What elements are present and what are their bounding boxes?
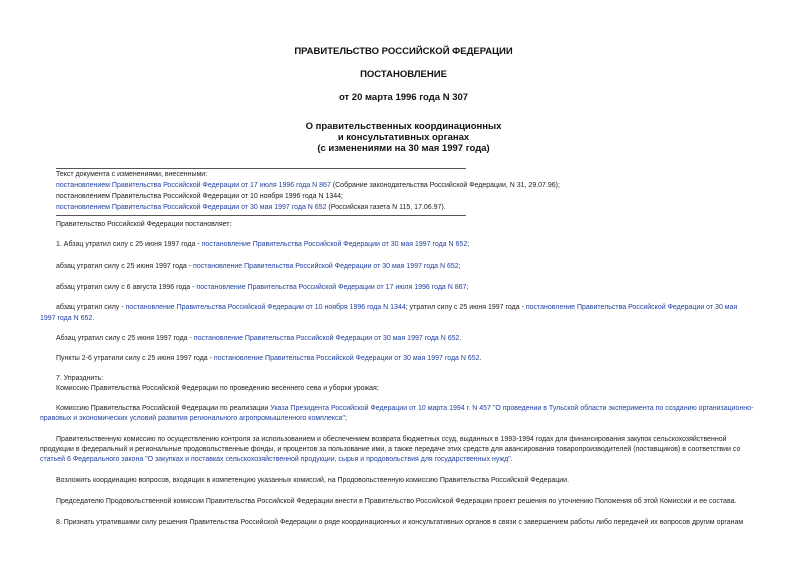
paragraph-7-title: 7. Упразднить: (56, 375, 104, 382)
paragraph-9-line-3 (40, 455, 513, 466)
paragraph-4-link-2a[interactable]: постановление Правительства Российской Федерации от 30 мая (525, 304, 738, 311)
paragraph-7-line-1: Комиссию Правительства Российской Федерации по проведению весеннего сева и уборки урожая; (56, 385, 379, 392)
paragraph-6 (56, 354, 482, 365)
paragraph-4-text: абзац утратил силу - (56, 304, 126, 311)
paragraph-5-text: Абзац утратил силу с 25 июня 1997 года - (56, 335, 194, 342)
date-number-heading: от 20 марта 1996 года N 307 (338, 92, 469, 103)
paragraph-1-end: ; (467, 241, 470, 248)
paragraph-4-link-2b[interactable]: 1997 года N 652 (40, 315, 93, 322)
paragraph-5-link[interactable]: постановление Правительства Российской Федерации от 30 мая 1997 года N 652 (193, 335, 460, 342)
paragraph-8 (56, 404, 753, 415)
paragraph-9-line-2: продукции в федеральный и региональные продовольственные фонды, и процентов за пользование ими, а также передаче этих средств для авансирования товаропроизводителей (поставщиков) в соответствии со (40, 446, 741, 453)
title-line-2: и консультативных органах (337, 132, 470, 143)
paragraph-3-link[interactable]: постановление Правительства Российской Федерации от 17 июля 1996 года N 867 (196, 284, 467, 291)
changes-item-2: постановлением Правительства Российской Федерации от 10 ноября 1996 года N 1344; (56, 193, 343, 200)
paragraph-4 (56, 303, 737, 314)
paragraph-3 (56, 283, 468, 294)
paragraph-4-end: . (92, 315, 95, 322)
changes-item-1-tail: (Собрание законодательства Российской Федерации, N 31, 29.07.96); (330, 182, 560, 189)
paragraph-4-mid: ; утратил силу с 25 июня 1997 года - (405, 304, 526, 311)
paragraph-6-end: . (479, 355, 482, 362)
paragraph-1-link[interactable]: постановление Правительства Российской Федерации от 30 мая 1997 года N 652 (201, 241, 468, 248)
paragraph-9-line-1: Правительственную комиссию по осуществлению контроля за использованием и обеспечением возврата бюджетных ссуд, выданных в 1993-1994 годах для финансирования закупок сельскохозяйственной (56, 436, 727, 443)
paragraph-6-link[interactable]: постановление Правительства Российской Федерации от 30 мая 1997 года N 652 (213, 355, 480, 362)
paragraph-2-end: ; (458, 263, 461, 270)
paragraph-9-link[interactable]: статьей 6 Федерального закона "О закупках и поставках сельскохозяйственной продукции, сырья и продовольствия для государственных нужд" (40, 456, 511, 463)
changes-item-3-link[interactable]: постановлением Правительства Российской Федерации от 30 мая 1997 года N 652 (56, 204, 327, 211)
paragraph-5 (56, 334, 461, 345)
bottom-divider (56, 215, 466, 216)
paragraph-1 (56, 240, 469, 251)
paragraph-8-link-a[interactable]: Указа Президента Российской Федерации от 10 марта 1994 г. N 457 "О проведении в Тульской области эксперимента по созданию организационно- (270, 405, 754, 412)
changes-item-3 (56, 203, 446, 214)
changes-item-1 (56, 181, 560, 192)
paragraph-4-cont (40, 314, 94, 325)
changes-item-3-tail: (Российская газета N 115, 17.06.97). (326, 204, 446, 211)
paragraph-3-end: ; (466, 284, 469, 291)
paragraph-1-text: 1. Абзац утратил силу с 25 июня 1997 года - (56, 241, 202, 248)
paragraph-6-text: Пункты 2-6 утратили силу с 25 июня 1997 года - (56, 355, 214, 362)
paragraph-10: Возложить координацию вопросов, входящих в компетенцию указанных комиссий, на Продовольственную комиссию Правительства Российской Федерации. (56, 477, 570, 484)
decree-line: Правительство Российской Федерации постановляет: (56, 221, 232, 228)
paragraph-2 (56, 262, 461, 273)
changes-item-1-link[interactable]: постановлением Правительства Российской Федерации от 17 июля 1996 года N 867 (56, 182, 331, 189)
doc-type-heading: ПОСТАНОВЛЕНИЕ (360, 69, 447, 80)
paragraph-9-end: . (510, 456, 513, 463)
top-divider (56, 168, 466, 169)
paragraph-8-cont (40, 414, 347, 425)
paragraph-2-link[interactable]: постановление Правительства Российской Федерации от 30 мая 1997 года N 652 (193, 263, 459, 270)
paragraph-8-end: ; (344, 415, 347, 422)
paragraph-3-text: абзац утратил силу с 6 августа 1996 года - (56, 284, 197, 291)
paragraph-12: 8. Признать утратившими силу решения Правительства Российской Федерации о ряде координационных и консультативных органов в связи с завершением работы либо передачей их вопросов другим органам (56, 519, 744, 526)
paragraph-8-link-b[interactable]: правовых и экономических условий развития регионального агропромышленного комплекса" (40, 415, 345, 422)
changes-intro: Текст документа с изменениями, внесенными: (56, 171, 208, 178)
paragraph-2-text: абзац утратил силу с 25 июня 1997 года - (56, 263, 194, 270)
paragraph-11: Председателю Продовольственной комиссии Правительства Российской Федерации внести в Правительство Российской Федерации проект решения по уточнению Положения об этой Комиссии и ее состава. (56, 498, 737, 505)
title-line-1: О правительственных координационных (305, 121, 502, 132)
paragraph-8-text: Комиссию Правительства Российской Федерации по реализации (56, 405, 271, 412)
org-heading: ПРАВИТЕЛЬСТВО РОССИЙСКОЙ ФЕДЕРАЦИИ (294, 46, 513, 57)
paragraph-4-link-1[interactable]: постановление Правительства Российской Федерации от 10 ноября 1996 года N 1344 (125, 304, 406, 311)
title-line-3: (с изменениями на 30 мая 1997 года) (317, 143, 490, 154)
paragraph-5-end: . (459, 335, 462, 342)
